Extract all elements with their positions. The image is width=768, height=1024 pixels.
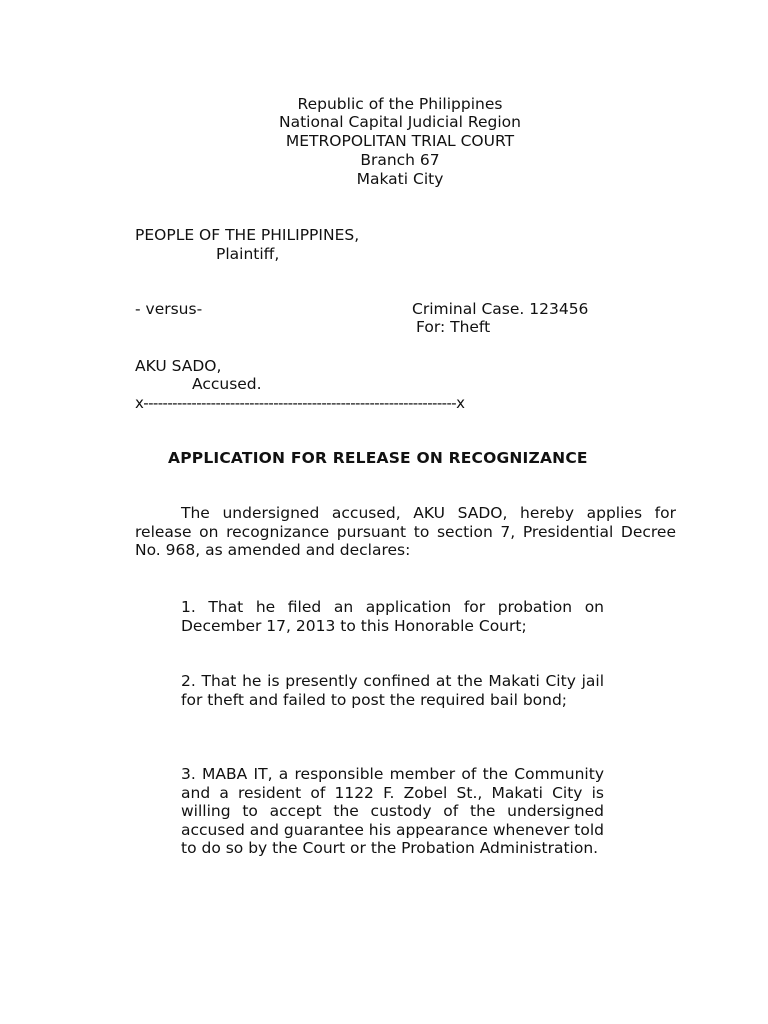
document-title: APPLICATION FOR RELEASE ON RECOGNIZANCE [168, 449, 588, 467]
case-nature: For: Theft [416, 318, 491, 336]
caption-separator: x-----------------------------------------------------------------x [135, 394, 465, 412]
versus-label: - versus- [135, 300, 203, 318]
list-item: 1. That he filed an application for probation on December 17, 2013 to this Honorable Court; [181, 598, 604, 635]
header-court: METROPOLITAN TRIAL COURT [285, 132, 515, 150]
plaintiff-name: PEOPLE OF THE PHILIPPINES, [135, 226, 360, 244]
list-item: 3. MABA IT, a responsible member of the Community and a resident of 1122 F. Zobel St., Makati City is willing to accept the custody of the undersigned accused and guarantee his appearance whenever told to do so by the Court or the Probation Administration. [181, 765, 604, 857]
header-city: Makati City [356, 170, 444, 188]
header-branch: Branch 67 [360, 151, 440, 169]
header-region: National Capital Judicial Region [279, 113, 521, 131]
accused-role: Accused. [192, 375, 262, 393]
intro-paragraph: The undersigned accused, AKU SADO, hereby applies for release on recognizance pursuant to section 7, Presidential Decree No. 968, as amended and declares: [135, 504, 676, 559]
case-number: Criminal Case. 123456 [412, 300, 589, 318]
list-item: 2. That he is presently confined at the Makati City jail for theft and failed to post the required bail bond; [181, 672, 604, 709]
plaintiff-role: Plaintiff, [216, 245, 280, 263]
header-republic: Republic of the Philippines [297, 95, 503, 113]
accused-name: AKU SADO, [135, 357, 222, 375]
